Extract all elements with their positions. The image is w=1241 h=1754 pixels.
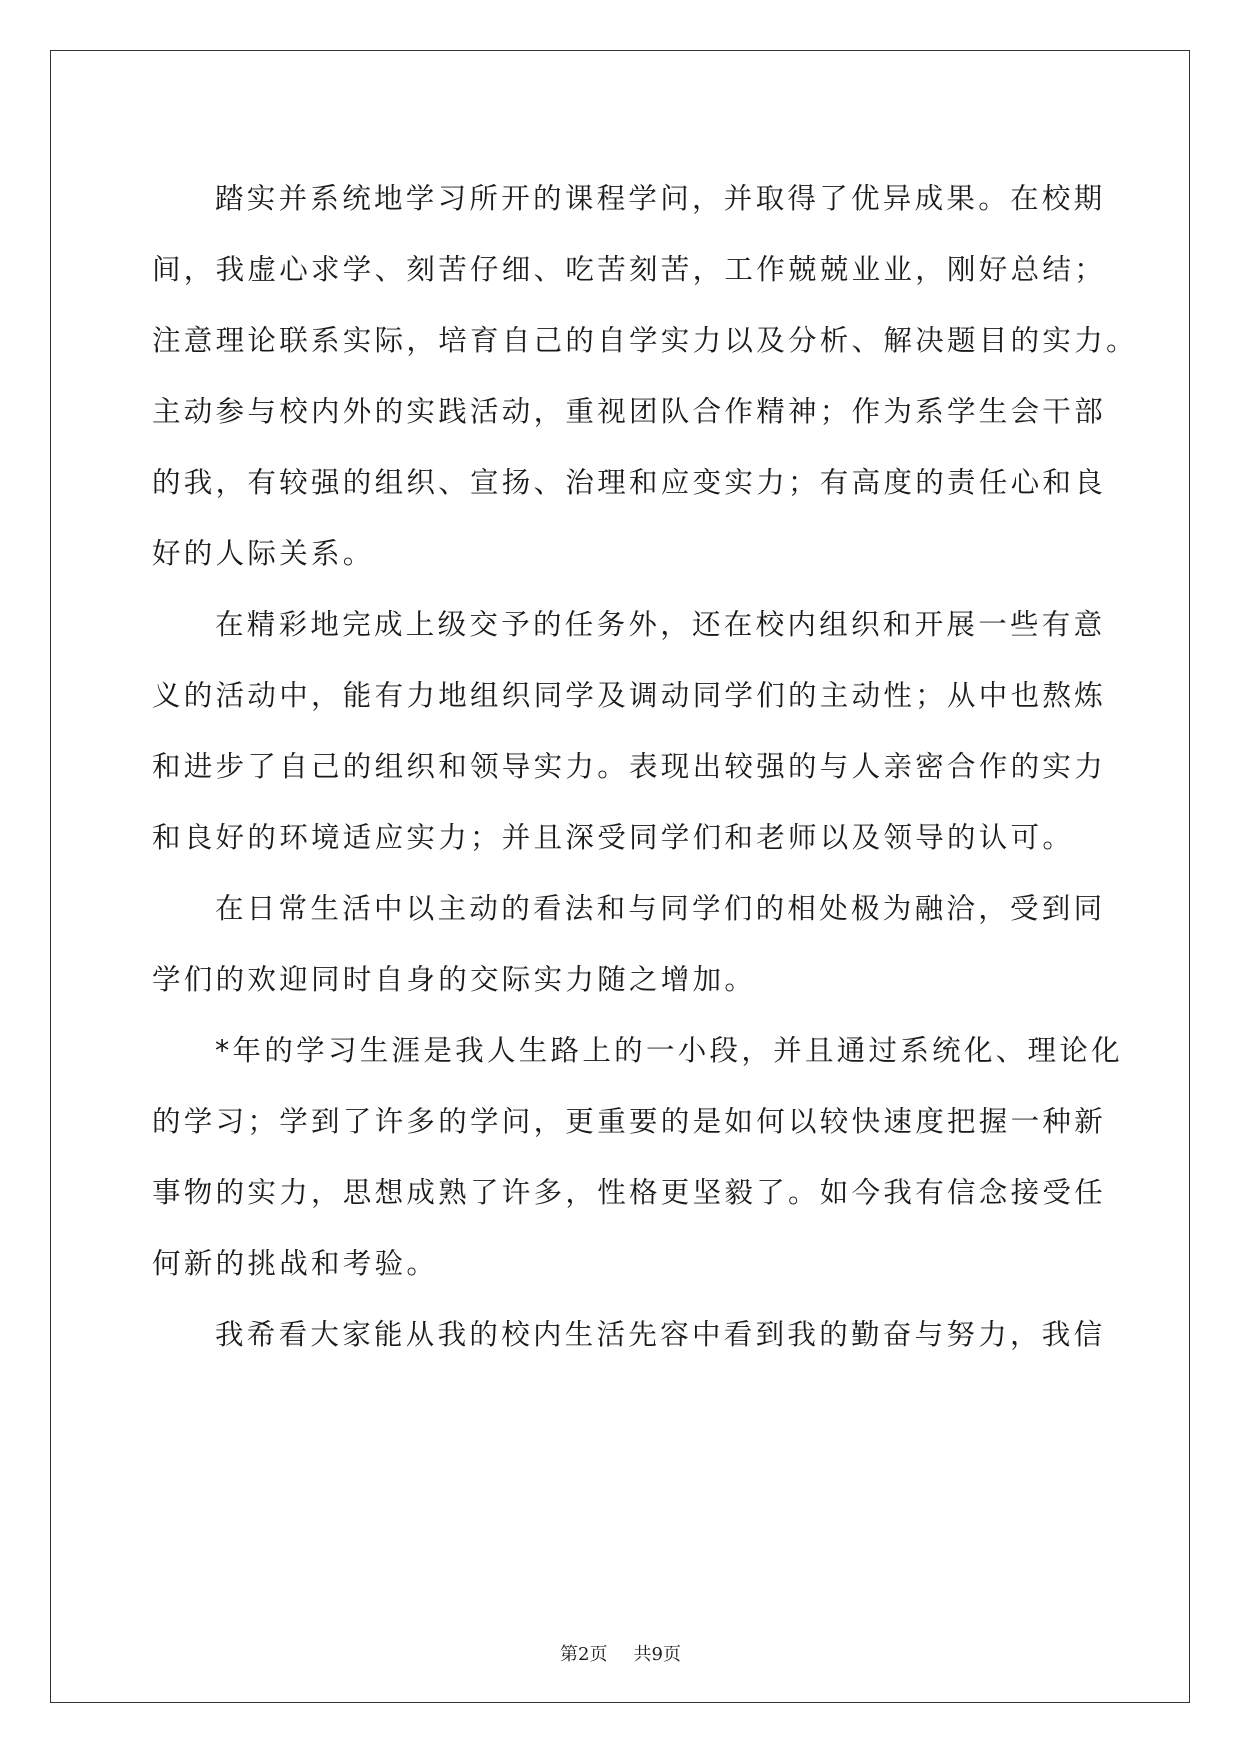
document-body <box>152 163 1138 1370</box>
text-line: 好的人际关系。 <box>152 537 375 570</box>
text-line: 在精彩地完成上级交予的任务外，还在校内组织和开展一些有意 <box>215 608 1106 641</box>
text-line: 在日常生活中以主动的看法和与同学们的相处极为融洽，受到同 <box>215 892 1106 925</box>
text-line: 学们的欢迎同时自身的交际实力随之增加。 <box>152 963 757 996</box>
text-line: 踏实并系统地学习所开的课程学问，并取得了优异成果。在校期 <box>215 182 1106 215</box>
text-line: 主动参与校内外的实践活动，重视团队合作精神；作为系学生会干部 <box>152 395 1107 428</box>
text-line: 义的活动中，能有力地组织同学及调动同学们的主动性；从中也熬炼 <box>152 679 1107 712</box>
text-line: 我希看大家能从我的校内生活先容中看到我的勤奋与努力，我信 <box>215 1318 1106 1351</box>
text-line: 何新的挑战和考验。 <box>152 1247 439 1280</box>
text-line: 注意理论联系实际，培育自己的自学实力以及分析、解决题目的实力。 <box>152 324 1138 357</box>
text-line: 的我，有较强的组织、宣扬、治理和应变实力；有高度的责任心和良 <box>152 466 1107 499</box>
page-number: 第2页 <box>560 1644 608 1665</box>
text-line: 事物的实力，思想成熟了许多，性格更坚毅了。如今我有信念接受任 <box>152 1176 1107 1209</box>
text-line: 间，我虚心求学、刻苦仔细、吃苦刻苦，工作兢兢业业，刚好总结； <box>152 253 1107 286</box>
page-footer <box>0 1640 1241 1666</box>
text-line: *年的学习生涯是我人生路上的一小段，并且通过系统化、理论化 <box>215 1034 1123 1067</box>
text-line: 和良好的环境适应实力；并且深受同学们和老师以及领导的认可。 <box>152 821 1075 854</box>
page-total: 共9页 <box>633 1644 681 1665</box>
text-line: 和进步了自己的组织和领导实力。表现出较强的与人亲密合作的实力 <box>152 750 1107 783</box>
text-line: 的学习；学到了许多的学问，更重要的是如何以较快速度把握一种新 <box>152 1105 1107 1138</box>
